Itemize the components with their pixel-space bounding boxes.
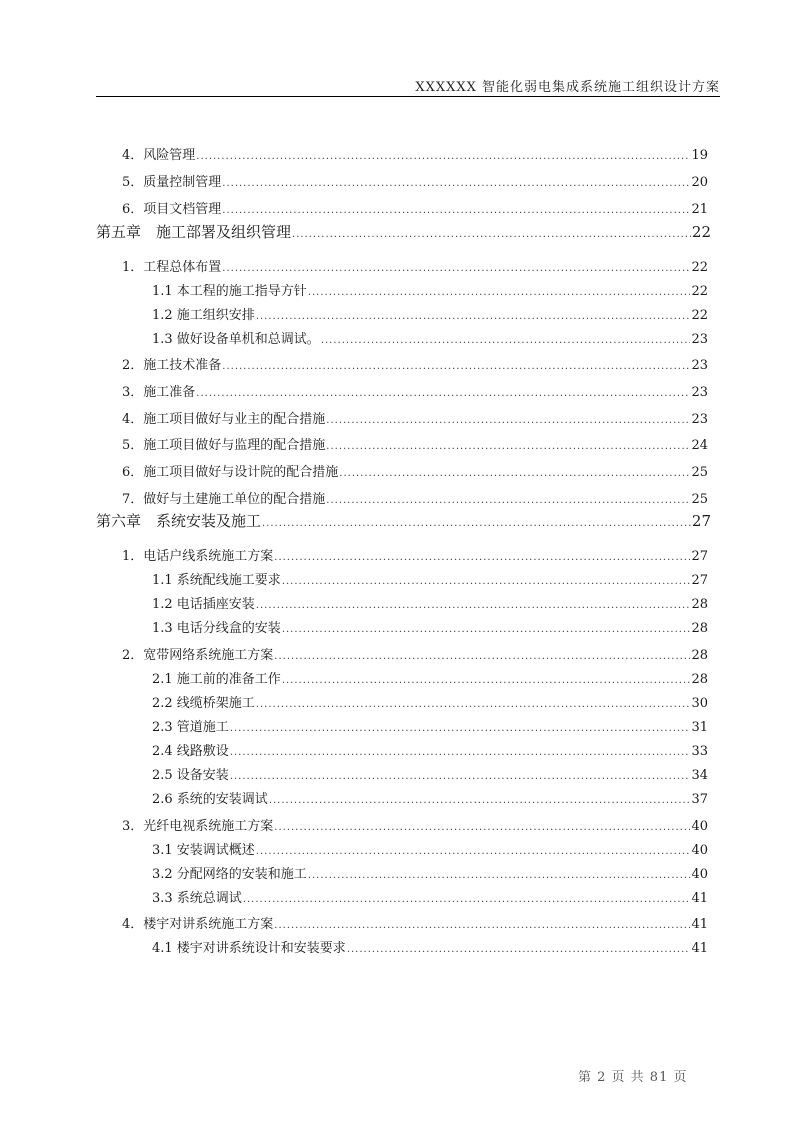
toc-leader: [256, 846, 691, 857]
toc-entry[interactable]: [122, 354, 708, 373]
toc-page: 34: [691, 768, 708, 783]
toc-entry[interactable]: [152, 617, 708, 636]
toc-page: 33: [691, 744, 708, 759]
toc-leader: [308, 287, 691, 298]
toc-page: 25: [691, 492, 708, 507]
toc-label: 3.2 分配网络的安装和施工: [152, 867, 307, 882]
toc-leader: [256, 311, 691, 322]
toc-entry[interactable]: [152, 764, 708, 783]
toc-page: 22: [691, 308, 708, 323]
toc-leader: [282, 675, 691, 686]
toc-page: 27: [691, 549, 708, 564]
toc-label: 4.1 楼宇对讲系统设计和安装要求: [152, 941, 346, 956]
toc-entry[interactable]: [152, 668, 708, 687]
toc-entry[interactable]: [152, 716, 708, 735]
toc-leader: [222, 178, 690, 189]
toc-page: 40: [691, 843, 708, 858]
toc-entry[interactable]: [152, 593, 708, 612]
toc-label: 3.3 系统总调试: [152, 891, 242, 906]
toc-label: 6．施工项目做好与设计院的配合措施: [122, 465, 339, 480]
toc-entry[interactable]: [122, 408, 708, 427]
running-header: XXXXXX 智能化弱电集成系统施工组织设计方案: [415, 80, 720, 95]
toc-label: 1．电话户线系统施工方案: [122, 549, 274, 564]
toc-label: 2.6 系统的安装调试: [152, 792, 268, 807]
toc-leader: [230, 771, 691, 782]
toc-entry[interactable]: [152, 692, 708, 711]
toc-page: 41: [691, 917, 708, 932]
toc-entry[interactable]: [152, 280, 708, 299]
toc-leader: [347, 944, 691, 955]
toc-label: 1.3 做好设备单机和总调试。: [152, 332, 320, 347]
toc-page: 23: [691, 358, 708, 373]
toc-page: 40: [691, 819, 708, 834]
toc-entry[interactable]: [122, 434, 708, 453]
toc-entry[interactable]: [152, 887, 708, 906]
toc-entry[interactable]: [122, 913, 708, 932]
toc-leader: [196, 151, 690, 162]
toc-leader: [222, 205, 690, 216]
toc-label: 3.1 安装调试概述: [152, 843, 255, 858]
toc-leader: [269, 795, 691, 806]
toc-page: 31: [691, 720, 708, 735]
toc-label: 4．风险管理: [122, 148, 196, 163]
toc-entry[interactable]: [152, 937, 708, 956]
toc-page: 41: [691, 941, 708, 956]
toc-page: 22: [691, 260, 708, 275]
toc-page: 24: [691, 438, 708, 453]
toc-page: 22: [691, 223, 711, 241]
toc-entry[interactable]: [152, 863, 708, 882]
toc-label: 2.2 线缆桥架施工: [152, 696, 255, 711]
toc-label: 6．项目文档管理: [122, 202, 222, 217]
toc-leader: [274, 822, 690, 833]
toc-label: 5．质量控制管理: [122, 175, 222, 190]
toc-entry[interactable]: [122, 644, 708, 663]
toc-page: 41: [691, 891, 708, 906]
toc-label: 3．光纤电视系统施工方案: [122, 819, 274, 834]
toc-label: 2．宽带网络系统施工方案: [122, 648, 274, 663]
toc-page: 28: [691, 597, 708, 612]
toc-entry[interactable]: [152, 304, 708, 323]
toc-page: 28: [691, 648, 708, 663]
toc-label: 2．施工技术准备: [122, 358, 222, 373]
toc-page: 28: [691, 621, 708, 636]
toc-leader: [292, 229, 691, 240]
toc-entry[interactable]: [152, 839, 708, 858]
toc-leader: [321, 335, 691, 346]
toc-label: 5．施工项目做好与监理的配合措施: [122, 438, 326, 453]
toc-leader: [222, 361, 690, 372]
toc-page: 23: [691, 412, 708, 427]
toc-label: 第六章 系统安装及施工: [96, 512, 262, 530]
toc-page: 22: [691, 284, 708, 299]
toc-label: 1.1 系统配线施工要求: [152, 573, 281, 588]
toc-label: 2.5 设备安装: [152, 768, 229, 783]
toc-page: 40: [691, 867, 708, 882]
toc-label: 2.1 施工前的准备工作: [152, 672, 281, 687]
toc-entry[interactable]: [122, 545, 708, 564]
toc-entry[interactable]: [122, 256, 708, 275]
toc-entry[interactable]: [152, 569, 708, 588]
toc-leader: [326, 441, 690, 452]
toc-entry[interactable]: [152, 328, 708, 347]
toc-entry[interactable]: [122, 144, 708, 163]
toc-label: 1．工程总体布置: [122, 260, 222, 275]
toc-label: 1.3 电话分线盒的安装: [152, 621, 281, 636]
toc-page: 30: [691, 696, 708, 711]
toc-chapter[interactable]: [96, 221, 711, 242]
toc-leader: [282, 624, 691, 635]
toc-entry[interactable]: [122, 171, 708, 190]
toc-label: 1.2 电话插座安装: [152, 597, 255, 612]
toc-label: 3．施工准备: [122, 385, 196, 400]
toc-label: 1.2 施工组织安排: [152, 308, 255, 323]
toc-label: 7．做好与土建施工单位的配合措施: [122, 492, 326, 507]
toc-leader: [222, 263, 690, 274]
toc-label: 第五章 施工部署及组织管理: [96, 223, 292, 241]
toc-chapter[interactable]: [96, 510, 711, 531]
toc-leader: [274, 552, 690, 563]
toc-entry[interactable]: [152, 788, 708, 807]
toc-leader: [243, 894, 691, 905]
toc-entry[interactable]: [122, 198, 708, 217]
toc-label: 2.4 线路敷设: [152, 744, 229, 759]
toc-leader: [326, 495, 690, 506]
toc-leader: [256, 600, 691, 611]
toc-label: 1.1 本工程的施工指导方针: [152, 284, 307, 299]
toc-leader: [326, 415, 690, 426]
toc-page: 28: [691, 672, 708, 687]
toc-leader: [274, 651, 690, 662]
toc-leader: [282, 576, 691, 587]
toc-leader: [274, 920, 690, 931]
toc-leader: [230, 723, 691, 734]
toc-label: 4．施工项目做好与业主的配合措施: [122, 412, 326, 427]
toc-page: 20: [691, 175, 708, 190]
toc-page: 19: [691, 148, 708, 163]
toc-page: 23: [691, 332, 708, 347]
toc-label: 4．楼宇对讲系统施工方案: [122, 917, 274, 932]
toc-leader: [308, 870, 691, 881]
toc-page: 27: [691, 512, 711, 530]
page-footer: 第 2 页 共 81 页: [578, 1070, 688, 1085]
toc-page: 37: [691, 792, 708, 807]
toc-leader: [339, 468, 690, 479]
toc-page: 27: [691, 573, 708, 588]
toc-entry[interactable]: [152, 740, 708, 759]
toc-leader: [262, 518, 691, 529]
toc-label: 2.3 管道施工: [152, 720, 229, 735]
toc-page: 21: [691, 202, 708, 217]
toc-entry[interactable]: [122, 488, 708, 507]
toc-page: 25: [691, 465, 708, 480]
toc-leader: [230, 747, 691, 758]
toc-entry[interactable]: [122, 815, 708, 834]
toc-leader: [256, 699, 691, 710]
toc-entry[interactable]: [122, 461, 708, 480]
toc-leader: [196, 388, 690, 399]
toc-entry[interactable]: [122, 381, 708, 400]
toc-page: 23: [691, 385, 708, 400]
